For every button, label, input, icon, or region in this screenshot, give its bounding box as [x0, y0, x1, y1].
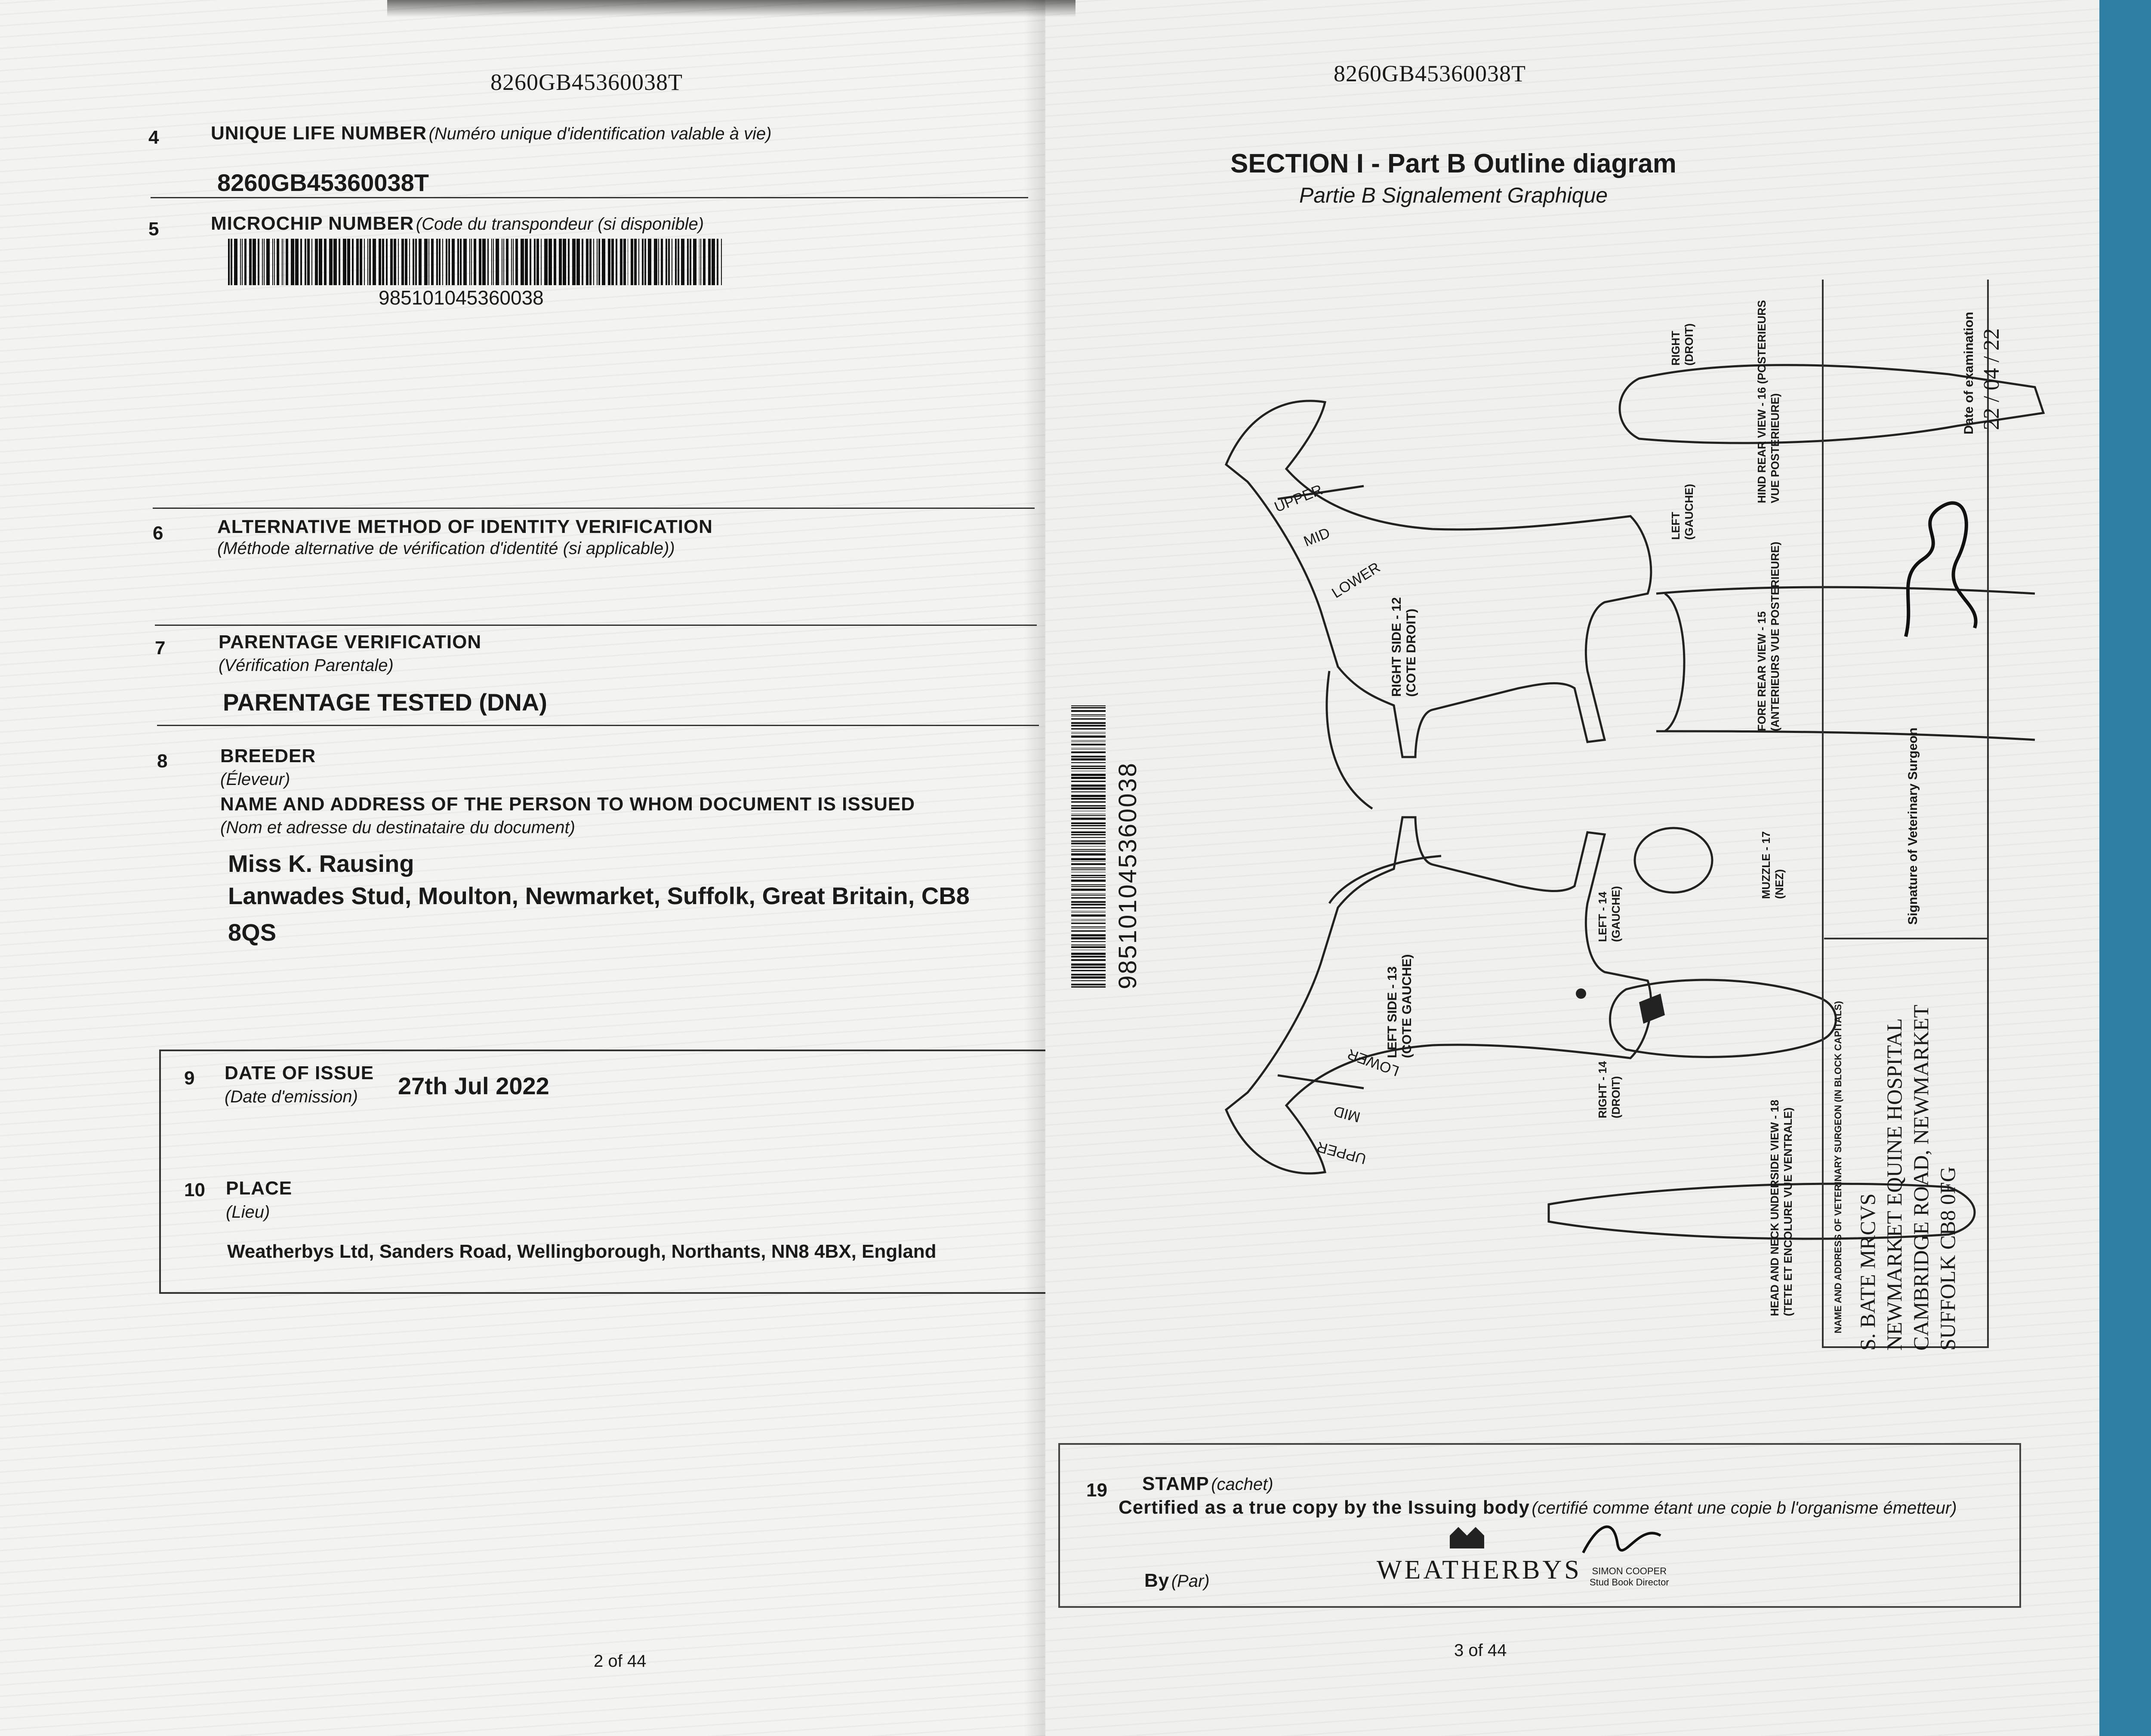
barcode-bar	[534, 239, 536, 285]
barcode-bar	[666, 239, 667, 285]
barcode-bar	[457, 239, 459, 285]
barcode-bar	[347, 239, 351, 285]
barcode-bar	[690, 239, 691, 285]
barcode-bar	[262, 239, 263, 285]
issued-to-label-fr: (Nom et adresse du destinataire du document)	[220, 818, 575, 837]
barcode-bar	[343, 239, 346, 285]
muzzle-label: MUZZLE - 17 (NEZ)	[1760, 831, 1786, 899]
barcode-bar	[658, 239, 659, 285]
barcode-bar	[360, 239, 362, 285]
vet-line-3: CAMBRIDGE ROAD, NEWMARKET	[1909, 1004, 1933, 1351]
section-7-number: 7	[155, 637, 166, 659]
barcode-bar	[439, 239, 441, 285]
divider	[157, 725, 1039, 726]
left-page	[0, 0, 1045, 1736]
barcode-bar	[431, 239, 434, 285]
vet-box-divider	[1824, 938, 1988, 939]
barcode-bar	[536, 239, 539, 285]
barcode-bar	[274, 239, 275, 285]
mid-label-bottom: MID	[1332, 1102, 1362, 1126]
barcode-bar	[409, 239, 410, 285]
lower-label-bottom: LOWER	[1345, 1045, 1402, 1080]
vet-line-4: SUFFOLK CB8 0FG	[1935, 1167, 1960, 1351]
barcode-bar	[563, 239, 566, 285]
section-8-number: 8	[157, 751, 168, 772]
barcode-bar	[623, 239, 626, 285]
barcode-bar	[415, 239, 417, 285]
barcode-bar	[448, 239, 450, 285]
date-of-exam-value: 22 / 04 / 22	[1979, 328, 2004, 430]
barcode-bar	[678, 239, 679, 285]
barcode-bar	[463, 239, 467, 285]
barcode-bar	[654, 239, 657, 285]
barcode-bar	[644, 239, 646, 285]
barcode-bar	[379, 239, 381, 285]
section-6-label-fr: (Méthode alternative de vérification d'identité (si applicable))	[217, 539, 675, 558]
section-5-label: MICROCHIP NUMBER	[211, 213, 414, 234]
microchip-digits: 985101045360038	[379, 286, 544, 309]
divider	[155, 625, 1037, 626]
barcode-bar	[576, 239, 580, 285]
barcode-bar	[367, 239, 368, 285]
barcode-bar	[474, 239, 476, 285]
barcode-bar	[471, 239, 472, 285]
barcode-bar	[506, 239, 508, 285]
barcode-bar	[487, 239, 489, 285]
barcode-bar	[491, 239, 492, 285]
barcode-bar	[277, 239, 279, 285]
section-4-label-row	[211, 123, 771, 144]
barcode-bar	[305, 239, 306, 285]
stamp-label: STAMP	[1142, 1473, 1209, 1494]
barcode-bar	[721, 239, 722, 285]
divider	[153, 508, 1035, 509]
left-14-label: LEFT - 14 (GAUCHE)	[1596, 886, 1622, 942]
barcode-bar	[699, 239, 700, 285]
stamp-label-fr: (cachet)	[1211, 1475, 1273, 1494]
barcode-bar	[668, 239, 670, 285]
barcode-bar	[339, 239, 340, 285]
barcode-bar	[291, 239, 294, 285]
fore-rear-label: FORE REAR VIEW - 15 (ANTERIEURS VUE POSTERIEURE)	[1755, 542, 1781, 731]
vet-line-2: NEWMARKET EQUINE HOSPITAL	[1882, 1018, 1906, 1351]
barcode-bar	[602, 239, 605, 285]
barcode-bar	[568, 239, 570, 285]
issuer-signature-svg	[1579, 1510, 1665, 1561]
barcode-bar	[272, 239, 273, 285]
vet-name-address	[1854, 1005, 1961, 1351]
barcode-bar	[496, 239, 499, 285]
barcode-bar	[616, 239, 617, 285]
section-9-label-fr: (Date d'emission)	[225, 1087, 358, 1106]
barcode-bar	[717, 239, 718, 285]
barcode-bar	[589, 239, 592, 285]
barcode-bar	[258, 239, 259, 285]
right-14-label: RIGHT - 14 (DROIT)	[1596, 1061, 1622, 1118]
barcode-bar	[424, 239, 428, 285]
barcode-bar	[700, 239, 701, 285]
barcode-bar	[369, 239, 371, 285]
barcode-bar	[703, 239, 706, 285]
barcode-bar	[675, 239, 677, 285]
section-4-number: 4	[148, 127, 159, 148]
barcode-bar	[329, 239, 333, 285]
barcode-bar	[681, 239, 684, 285]
section-7-label-fr: (Vérification Parentale)	[219, 656, 394, 675]
mid-label-top: MID	[1301, 524, 1332, 550]
section-8-label-fr: (Éleveur)	[220, 770, 290, 789]
barcode-bar	[413, 239, 414, 285]
section-6-number: 6	[153, 523, 163, 544]
ref-number-left: 8260GB45360038T	[490, 69, 683, 95]
page-number-right: 3 of 44	[1454, 1641, 1507, 1660]
weatherbys-crest-icon	[1441, 1523, 1493, 1553]
section-4-label: UNIQUE LIFE NUMBER	[211, 123, 427, 144]
barcode-bar	[515, 239, 518, 285]
signature-label: Signature of Veterinary Surgeon	[1906, 727, 1920, 925]
barcode-bar	[282, 239, 283, 285]
barcode-bar	[452, 239, 455, 285]
signature-scribble	[1889, 473, 2000, 654]
barcode-bar	[446, 239, 447, 285]
barcode-bar	[242, 239, 243, 285]
barcode-bar	[315, 239, 318, 285]
barcode-bar	[586, 239, 589, 285]
barcode-bar	[661, 239, 663, 285]
section-5-label-fr: (Code du transpondeur (si disponible)	[416, 215, 704, 234]
vet-line-1: S. BATE MRCVS	[1855, 1193, 1880, 1351]
barcode-bar	[352, 239, 354, 285]
barcode-bar	[364, 239, 365, 285]
barcode-bar	[419, 239, 422, 285]
section-4-label-fr: (Numéro unique d'identification valable à vie)	[428, 124, 772, 143]
barcode-bar	[593, 239, 594, 285]
ref-number-right: 8260GB45360038T	[1334, 61, 1526, 86]
right-page	[1045, 0, 2099, 1736]
barcode-bar	[401, 239, 404, 285]
vet-signature	[1889, 473, 2000, 654]
barcode-bar	[628, 239, 629, 285]
barcode-bar	[244, 239, 247, 285]
barcode-bar	[249, 239, 252, 285]
barcode-bar	[559, 239, 562, 285]
barcode-bar	[311, 239, 312, 285]
barcode-bar	[386, 239, 388, 285]
weatherbys-logo-text: WEATHERBYS	[1377, 1555, 1582, 1585]
barcode-bar	[554, 239, 556, 285]
barcode-bar	[482, 239, 486, 285]
top-shadow	[387, 0, 1076, 17]
barcode-bar	[382, 239, 385, 285]
barcode-bar	[631, 239, 633, 285]
right-side-label: RIGHT SIDE - 12 (COTE DROIT)	[1390, 597, 1418, 697]
section-5-label-row	[211, 213, 704, 234]
barcode-bar	[511, 239, 512, 285]
certified-row	[1119, 1497, 1957, 1518]
section-9-number: 9	[184, 1068, 195, 1089]
right-label: RIGHT (DROIT)	[1669, 323, 1695, 366]
barcode-bar	[634, 239, 637, 285]
barcode-bar	[541, 239, 542, 285]
barcode-bar	[638, 239, 639, 285]
barcode-bar	[549, 239, 552, 285]
barcode-bar	[460, 239, 462, 285]
barcode-bar	[240, 239, 241, 285]
barcode-bar	[405, 239, 407, 285]
section-10-label: PLACE	[226, 1178, 293, 1199]
microchip-barcode	[228, 239, 723, 285]
barcode-bar	[436, 239, 438, 285]
barcode-bar	[228, 239, 230, 285]
barcode-bar	[286, 239, 288, 285]
barcode-bar	[234, 239, 237, 285]
barcode-bar	[521, 239, 524, 285]
issuer-signer-name: SIMON COOPER	[1592, 1566, 1667, 1576]
barcode-bar	[493, 239, 494, 285]
by-label: By	[1144, 1570, 1170, 1591]
right-side-horse-outline	[1226, 401, 1651, 757]
left-side-label: LEFT SIDE - 13 (COTE GAUCHE)	[1385, 954, 1414, 1058]
certified-text: Certified as a true copy by the Issuing body	[1119, 1497, 1530, 1518]
divider	[151, 197, 1028, 198]
barcode-bar	[642, 239, 644, 285]
barcode-bar	[264, 239, 265, 285]
barcode-bar	[333, 239, 337, 285]
hind-rear-label: HIND REAR VIEW - 16 (POSTERIEURS VUE POSTERIEURE)	[1755, 300, 1781, 503]
left-label: LEFT (GAUCHE)	[1669, 484, 1695, 540]
place-of-issue: Weatherbys Ltd, Sanders Road, Wellingborough, Northants, NN8 4BX, England	[227, 1241, 937, 1262]
barcode-bar	[307, 239, 310, 285]
vet-name-address-label: NAME AND ADDRESS OF VETERINARY SURGEON (IN BLOCK CAPITALS)	[1833, 1001, 1843, 1333]
section-10-label-fr: (Lieu)	[226, 1203, 270, 1222]
section-title: SECTION I - Part B Outline diagram	[1230, 149, 1676, 179]
barcode-bar	[373, 239, 376, 285]
barcode-bar	[479, 239, 481, 285]
barcode-bar	[300, 239, 302, 285]
barcode-bar	[648, 239, 651, 285]
unique-life-number: 8260GB45360038T	[217, 169, 429, 196]
barcode-bar	[544, 239, 548, 285]
barcode-bar	[530, 239, 531, 285]
barcode-bar	[513, 239, 514, 285]
barcode-bar	[442, 239, 443, 285]
barcode-bar	[231, 239, 232, 285]
vertical-barcode-digits: 985101045360038	[1114, 762, 1142, 989]
barcode-bar	[469, 239, 470, 285]
barcode-bar	[597, 239, 598, 285]
section-7-label: PARENTAGE VERIFICATION	[219, 631, 482, 653]
issuer-signer	[1590, 1566, 1669, 1588]
date-of-issue: 27th Jul 2022	[398, 1072, 549, 1099]
left-side-tail	[1329, 856, 1441, 903]
certified-text-fr: (certifié comme étant une copie b l'organisme émetteur)	[1532, 1499, 1957, 1517]
barcode-bar	[693, 239, 696, 285]
barcode-bar	[394, 239, 396, 285]
barcode-bar	[598, 239, 600, 285]
barcode-bar	[253, 239, 256, 285]
book-cover-edge	[2099, 0, 2151, 1736]
barcode-bar	[608, 239, 610, 285]
left-side-horse-outline	[1226, 817, 1651, 1173]
issuer-signer-title: Stud Book Director	[1590, 1577, 1669, 1588]
owner-address-line1: Lanwades Stud, Moulton, Newmarket, Suffolk, Great Britain, CB8	[228, 882, 970, 909]
barcode-bar	[620, 239, 622, 285]
date-of-exam-label: Date of examination	[1962, 311, 1976, 434]
barcode-bar	[266, 239, 270, 285]
owner-name: Miss K. Rausing	[228, 850, 414, 877]
section-subtitle: Partie B Signalement Graphique	[1299, 183, 1608, 207]
crest-svg	[1441, 1523, 1493, 1553]
section-8-label: BREEDER	[220, 745, 316, 766]
section-6-label: ALTERNATIVE METHOD OF IDENTITY VERIFICATION	[217, 516, 713, 537]
lower-label-top: LOWER	[1329, 559, 1384, 602]
page-number-left: 2 of 44	[594, 1652, 647, 1671]
stamp-label-row	[1142, 1473, 1273, 1495]
barcode-bar	[708, 239, 711, 285]
barcode-bar	[687, 239, 689, 285]
barcode-bar	[503, 239, 504, 285]
barcode-bar	[525, 239, 528, 285]
barcode-bar	[319, 239, 322, 285]
barcode-bar	[295, 239, 299, 285]
barcode-bar	[582, 239, 583, 285]
barcode-bar	[390, 239, 393, 285]
barcode-bar	[611, 239, 614, 285]
by-row	[1144, 1570, 1210, 1591]
barcode-bar	[324, 239, 327, 285]
by-label-fr: (Par)	[1171, 1572, 1210, 1591]
section-9-label: DATE OF ISSUE	[225, 1062, 374, 1083]
issuer-signature	[1579, 1510, 1665, 1561]
section-5-number: 5	[148, 219, 159, 240]
upper-label-bottom: UPPER	[1315, 1138, 1368, 1167]
head-neck-label: HEAD AND NECK UNDERSIDE VIEW - 18 (TETE ET ENCOLURE VUE VENTRALE)	[1768, 1099, 1794, 1316]
barcode-bar	[398, 239, 399, 285]
muzzle-outline	[1635, 828, 1712, 893]
barcode-bar	[572, 239, 576, 285]
barcode-bar	[712, 239, 715, 285]
owner-address-line2: 8QS	[228, 919, 277, 946]
section-10-number: 10	[184, 1179, 205, 1200]
issued-to-label: NAME AND ADDRESS OF THE PERSON TO WHOM DOCUMENT IS ISSUED	[220, 794, 915, 815]
barcode-bar	[356, 239, 359, 285]
barcode-bar	[428, 239, 429, 285]
upper-label-top: UPPER	[1272, 481, 1325, 516]
section-19-number: 19	[1086, 1480, 1107, 1501]
parentage-value: PARENTAGE TESTED (DNA)	[223, 689, 547, 716]
